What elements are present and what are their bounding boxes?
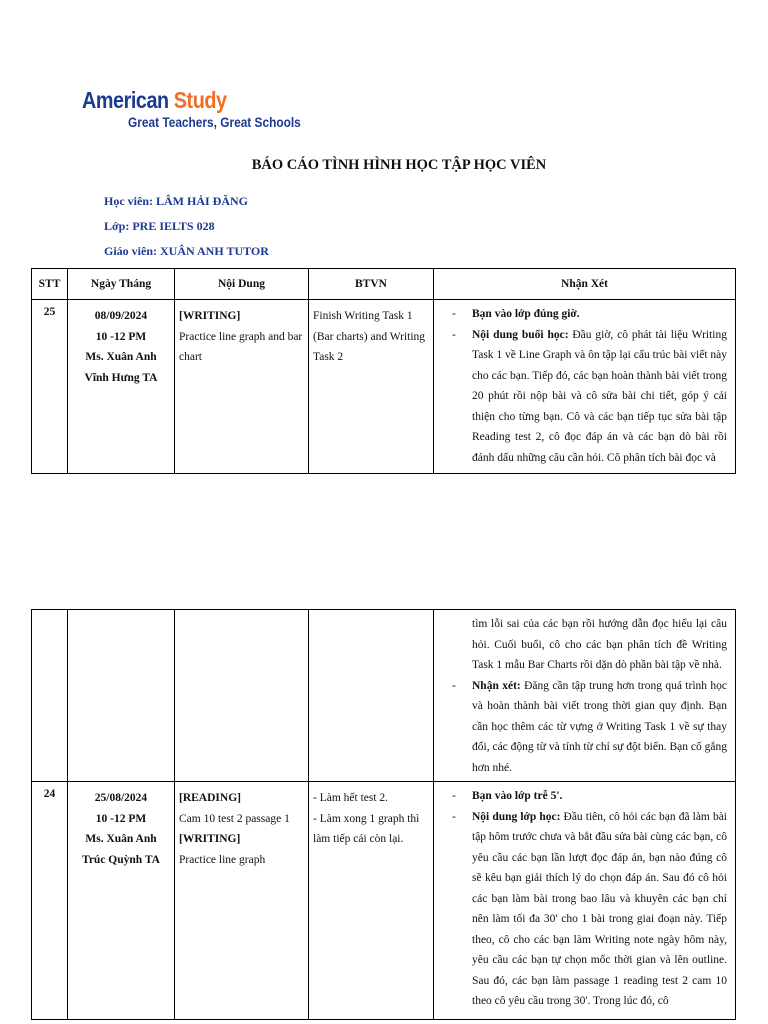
row-homework: Finish Writing Task 1 (Bar charts) and Writing Task 2 [309,300,434,474]
class-name: Lớp: PRE IELTS 028 [104,219,215,233]
table-header-row [32,269,736,300]
row-stt: 24 [32,782,68,1020]
report-table-page1 [31,268,736,474]
row-content: [WRITING] Practice line graph and bar chart [175,300,309,474]
header-homework: BTVN [309,269,434,300]
note-bullet: - Nội dung lớp học: Đầu tiên, cô hỏi các bạn đã làm bài tập hôm trước chưa và bắt đầu sửa bài cùng các bạn, cô yêu cầu các bạn lần lượt đọc đáp án, bạn nào đúng cô sẽ kêu bạn giải thích lý do chọn đáp án. Sau đó cô hỏi các bạn làm bài trong bao lâu và khuyên các bạn chỉ nên làm tối đa 30' cho 1 bài trong giai đoạn này. Tiếp theo, cô cho các bạn làm Writing note ngày hôm này, yêu cầu các bạn tự chọn mốc thời gian và lên outline. Sau đó, các bạn làm passage 1 reading test 2 cam 10 theo cô yêu cầu trong 30'. Trong lúc đó, cô [442,807,727,1012]
header-content: Nội Dung [175,269,309,300]
note-bullet: - Bạn vào lớp trễ 5'. [442,786,727,807]
table-row [32,300,736,474]
row-notes [434,782,736,1020]
note-bullet: - Nội dung buổi học: Đầu giờ, cô phát tài liệu Writing Task 1 về Line Graph và ôn tập lại cấu trúc bài viết này cho các bạn. Tiếp đó, các bạn hoàn thành bài viết trong 20 phút rồi nộp bài và cô sửa bài chi tiết, góp ý cải thiện cho từng bạn. Cô và các bạn tiếp tục sửa bài tập Reading test 2, cô đọc đáp án và các bạn dò bài rồi đánh dấu những câu cần hỏi. Cô phân tích bài đọc và [442,325,727,469]
row-notes-continued: tìm lỗi sai của các bạn rồi hướng dẫn đọc hiểu lại câu hỏi. Cuối buổi, cô cho các bạn phân tích đề Writing Task 1 mẫu Bar Charts rồi dặn dò phần bài tập về nhà. - Nhận xét: Đăng cần tập trung hơn trong quá trình học và hoàn thành bài viết trong thời gian quy định. Bạn cần học thêm các từ vựng ở Writing Task 1 về sự thay đổi, các động từ và tính từ chỉ sự đột biến. Bạn cố gắng hơn nhé. [434,610,736,782]
header-notes: Nhận Xét [434,269,736,300]
header-date: Ngày Tháng [68,269,175,300]
student-name: Học viên: LÂM HẢI ĐĂNG [104,194,248,208]
note-bullet: - Nhận xét: Đăng cần tập trung hơn trong quá trình học và hoàn thành bài viết trong thời gian quy định. Bạn cần học thêm các từ vựng ở Writing Task 1 về sự thay đổi, các động từ và tính từ chỉ sự đột biến. Bạn cố gắng hơn nhé. [442,676,727,779]
row-date: 25/08/2024 10 -12 PM Ms. Xuân Anh Trúc Quỳnh TA [68,782,175,1020]
table-row [32,782,736,1020]
logo [82,86,324,131]
row-homework: - Làm hết test 2. - Làm xong 1 graph thì làm tiếp cái còn lại. [309,782,434,1020]
row-stt: 25 [32,300,68,474]
logo-wordmark: American Study [82,87,227,113]
row-notes [434,300,736,474]
report-title: BÁO CÁO TÌNH HÌNH HỌC TẬP HỌC VIÊN [251,157,547,173]
report-table-page2 [31,609,736,1020]
row-content: [READING] Cam 10 test 2 passage 1 [WRITING] Practice line graph [175,782,309,1020]
table-row [32,610,736,782]
note-bullet: - Bạn vào lớp đúng giờ. [442,304,727,325]
header-stt: STT [32,269,68,300]
logo-tagline: Great Teachers, Great Schools [128,115,301,130]
teacher-name: Giáo viên: XUÂN ANH TUTOR [104,244,269,258]
row-date: 08/09/2024 10 -12 PM Ms. Xuân Anh Vĩnh Hưng TA [68,300,175,474]
